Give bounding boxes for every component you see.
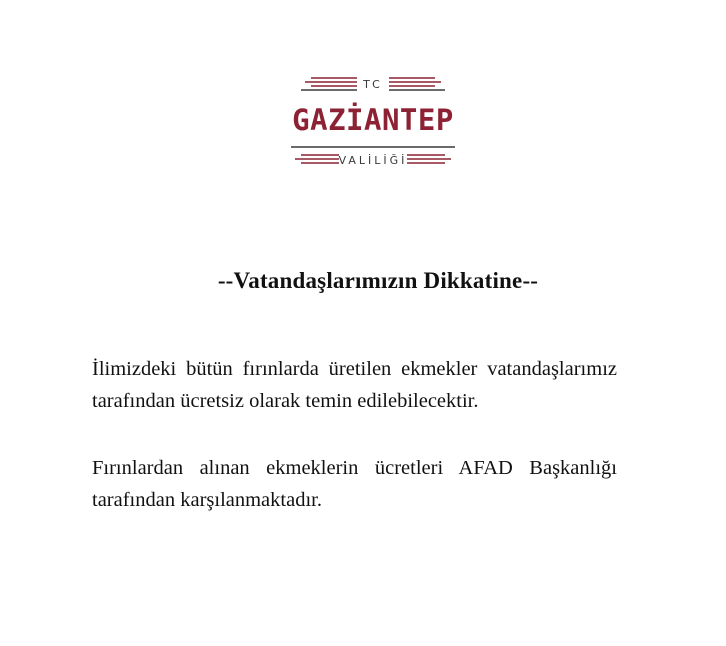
notice-paragraph-1: İlimizdeki bütün fırınlarda üretilen ekmekler vatandaşlarımız tarafından ücretsiz olarak temin edilebilecektir.: [92, 358, 617, 412]
logo-main-text: GAZİANTEP: [292, 103, 454, 137]
logo-graphic: [283, 68, 463, 174]
logo-top-text: TC: [363, 78, 383, 91]
notice-paragraph-2: Fırınlardan alınan ekmeklerin ücretleri AFAD Başkanlığı tarafından karşılanmaktadır.: [92, 457, 617, 511]
logo-bottom-text: VALİLİĞİ: [338, 154, 408, 167]
notice-title: --Vatandaşlarımızın Dikkatine--: [217, 268, 539, 293]
gaziantep-valiligi-logo: [283, 68, 463, 174]
